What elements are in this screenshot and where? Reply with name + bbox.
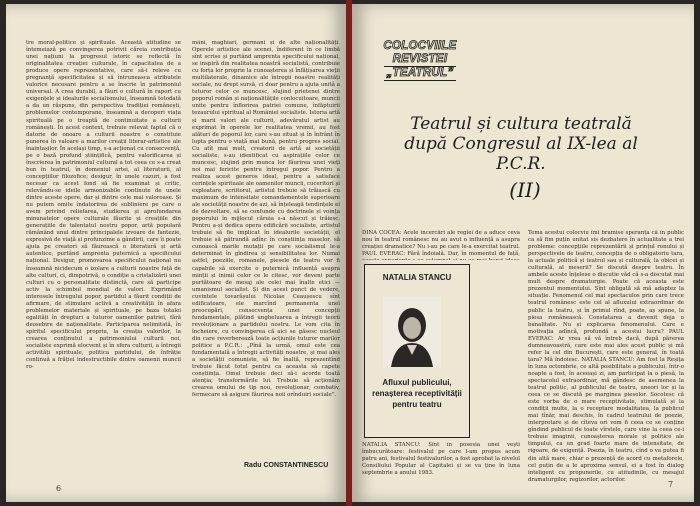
rubric-line-1: COLOCVIILE [383,40,457,52]
left-column-1: tre moral-politice și spirituale. Această atitudine se întemeiază pe convingerea potrivit căreia contribuția unei națiuni la progresul istoric se reflectă în originalitatea creației culturale, în capacitatea de a produce opere reprezentative, care să-i releve cu pregnanță specificitatea și să întruneasca atributele valorice necesare pentru a se înscrie în patrimoniul universal. A crea durabil, a făuri o cultură în raport cu exigențele și idealurile socialismului, înseamnă totodată a da un răspuns, din perspectiva tradiției românești, problemelor contemporane, înseamnă a decoperi viața spirituală pe o treaptă de continuitate a culturii românești. În acest context, trebuie relevat faptul că o datorie de onoare a culturii noastre o constituie punerea în valoare a marilor creații literar-artistice ale înaintașilor. În același timp, s-a acționat cu consecvență, pe o bază profund științifică, pentru valorificarea și înscrierea în patrimoniul cultural a tot ceea ce s-a creat bun în teatrul, în domeniul artei, al literaturii, al concepțiilor filozofice; desigur, în unele cazuri, a fost necesar ca acest fond să fie examinat și critic, relevându-se ideile armonizabile continute de unele dintre aceste opere, dar și dintre cele mai valoroase. Și nu putem omite îndatorirea de subliniere pe care o avem privind reliefarea, studierea și aprofundarea minunatelor opere culturale făurite și creațiile din generațiile de talentatul nostru popor, artă populară rămânând unul dintre principalele izvoare de fantezie, expresivă de viață și profunzime a gândirii, care îi poate ajuta pe creatori să făurească o literatură și artă autentice, purtând amprenta puternică a specificului național. Desigur, promovarea specificului național nu înseamnă nicidecum o izolare a culturii noastre față de alte culturi, ci, dimpotrivă, o condiție a cristalizării unei culturi cu o personalitate distinctă, care să participe activ la schimbul mondial de valori. Exprimând interesele întregului popor, partidul a făurit condiții de afirmare, de stimulare activă a creativității în afara problemelor materiale și spirituale, pe baza totalei egalități în drepturi a tuturor oamenilor patriei, fără deosebire de naționalitate. Participarea nelimitată, în spiritul specificului propriu, la creația valorilor, la crearea conținutul a patrimoniului culturii noi, socialiste exprimă elocvent și în sfera culturii, a întregii activități spirituale, politica partidului, de înfrăție continuă a frăției indestructibile dintre oamenii muncii ro- [26,40,181,371]
right-column-middle-bottom: NATALIA STANCU: Sînt în posesia unei vești îmbucurătoare: festivalul pe care l-am propus acum patru ani, festivalul festivalurilor, a fost aprobat la nivelul Consiliului Popular al Capitalei și se va ține în luna septembrie a anului 1983. [362,442,520,477]
article-part-number: (II) [509,178,541,202]
left-column-2: mâni, maghiari, germani și de alte naționalități. Operele artistice ale scenei, îndiferent în ce limbă sînt scrise și purtând amprenta specificului național, se inspiră din realitatea noastră socialistă, contribuie cu forța lor proprie la cunoașterea și înfățișarea vieții multilaterale, dinamice ale întregii noastre realități sociale, nu drept sursă, ci doar pentru a ajuta unită a tuturor celor ce muncesc, slujind prietenei dintre poporul român și naționalitățile conlocuitoare, muncii unite pentru înflorirea patriei comune, înfăptuirii tezaurului spiritual al României socialiste. Istoria artă și marii valori ale culturii, adevăratul artist au exprimat în operele lor realitatea vremii, au fost alături de poporul lor, care s-au situat și în înfrânt în lupta pentru o viață mai bună, pentru progres social. Cu atît mai mult, creatorii de artă ai societății socialiste, s-au identificat cu aspirațiile celor ce muncesc, slujind prin munca lor făurirea unei vieți noi mai fericite pentru întregul popor. Pentru a realiza acest generos ideal, pentru a satisface cerințele spirituale ale oamenilor muncii, cuceritori și exploatare, scriitorul, artistul trebuie să trăiască cu maximum de intensitate comandamentele superioare ale societății noastre de azi, să înțeleagă tendințele ei de dezvoltare, să se confunde cu doctrinele și voința poporului în mijlocul căruia s-a născut și trăiesc. Pentru a-și dedica opera edificării socialiste, artistul trebuie să fie implicat în idealurile societății, el trebuie să pătrundă adînc în conștiința maselor, să cunoască marile mutații pe care socialismul le-a determinat în gîndirea și sensibilitatea lor. Numai astfel, poeziile, romanele, piesele de teatru vor fi capabile să exercite o puternică influență asupra minții și inimii celor ce le citesc, vor deveni parte purtătoare de mesaj ale celei mai înalte etici — umanismul socialist. Și din acest punct de vedere, cuvintele tovarășului Nicolae Ceaușescu sînt edificatoare, ele marcînd permanenta unei preocupări, consecvența unei concepții fundamentale, plătind ungheluarea a întregii teorii revoluționare a partidului nostru. Le vom cita în încheiere, cu convingerea că aici se găsesc nucleul din care reverberează toate acțiunile tuturor marilor politice a P.C.R.: „Pînă la urmă, omul este cea fundamentală a întregii activități noastre, și mai ales a societății comuniste, să fie înaltă, reprezentînd trebuie făcut totul pentru ca aceasta să capete conștiința. Omul trebuie deci să-i acorde toată atenția; transformările lui. Trebuie să acționăm crearea omului de tip nou, revoluționar, combativ, fermecare să asigure făurirea noii orînduiri sociale”. [192,40,340,399]
rubric-line-2: REVISTEI [392,53,448,65]
speaker-portrait-icon [383,297,441,367]
speaker-name: NATALIA STANCU [382,273,452,282]
speaker-photo [383,297,441,367]
page-number-left: 6 [56,484,62,493]
right-column-right: Tema acestui colocviu îmi bramise speranța că în public ca să fim puțin unitat sis dezbatere în actualitate a trei probleme: concepțiile reprezentării și prințul ronului și perspectivele de teatru, concepția de o obligatoriu tara, la actuale politică și teatrul sau și culturală, la obicei și culturală, al meserii? Se discută despre teatru. În ambele aceste înțelese o discutie văd că s-a discutat mai mult despre dramaturgie. Poate că aceasta este prezentul momentului. Sînt obligată să mă adaptez la situație. Fenomenul cel mai spectaculos prin care trece teatrul românesc este cel al afluxului extraordinar de public la teatru, și în primul rînd, poate, aș spune, la piesa românească. Constatarea a devenit deja o banalitate. Nu și explicarea fenomenului. Care e motivația adîncă, profundă a acestui lucru? PAUL EVERAC: Ar vrea să vă întreb dacă, după părerea dumneavoastră, care este mai ales acest public și mă refer la cel din București, care este general, în toată țara? Mă îndoiesc. NATALIA STANCU: Am fost la Reșița în luna octombrie, ce altă posibilitate a publicului, într-o noapte a fost, în aceeași zi, am participat la o piesă, la spectacolul extraordinar, mă gândesc de asemenea la teatrul politic, al publicului de teatru, uneori lor și la ceea ce se discută pe marginea pieselor. Socotesc că este vorba de o mare receptivitate, stimulată și la condiții multe, la o receptare modalitatea, la publicul mai tînăr, mai deschis, în cadrul teatrului de poezie, interpretare și de cîteva ori vom fi ceea ce se conține gîndind publicul de toate vîrstele, care vine la ceea ce-i trebuie imaginii, cunoașterea morale și politice ale timpului, ca un grad foarte mare de intensitate, de rigoare, de exigență. Poezia, în teatru, cînd o va putea fi din altă mare, chiar o prezență de acord cu metaforele, cel puțin de a le aproxima sensul, ei a fost în dialog inteligent cu propunerile, cu atitudinile, cu mesajul dramaturgilor, regizorilor, actorilor. [528,230,684,483]
speaker-box [364,264,470,438]
article-author: Radu CONSTANTINESCU [244,462,329,469]
right-column-middle-top: DINA COCEA: Acele încercări ale regiei de a aduce ceva nou în teatrul românesc nu au avut o influență a asupra creației dramatice? Nu i-au pe care le-a exercitat teatrul. PAUL EVERAC: Fără îndoială. Dar, în momentul de față, [362,230,520,258]
section-rubric [382,40,458,81]
rubric-line-3: „TEATRUL” [386,67,454,79]
article-title: Teatrul și cultura teatrală după Congresul al IX-lea al P.C.R. [404,114,638,174]
speaker-caption: Afluxul publicului, renașterea receptivității pentru teatru [372,378,462,409]
left-page [6,4,346,502]
right-page [352,4,694,502]
page-number-right: 7 [668,480,674,489]
